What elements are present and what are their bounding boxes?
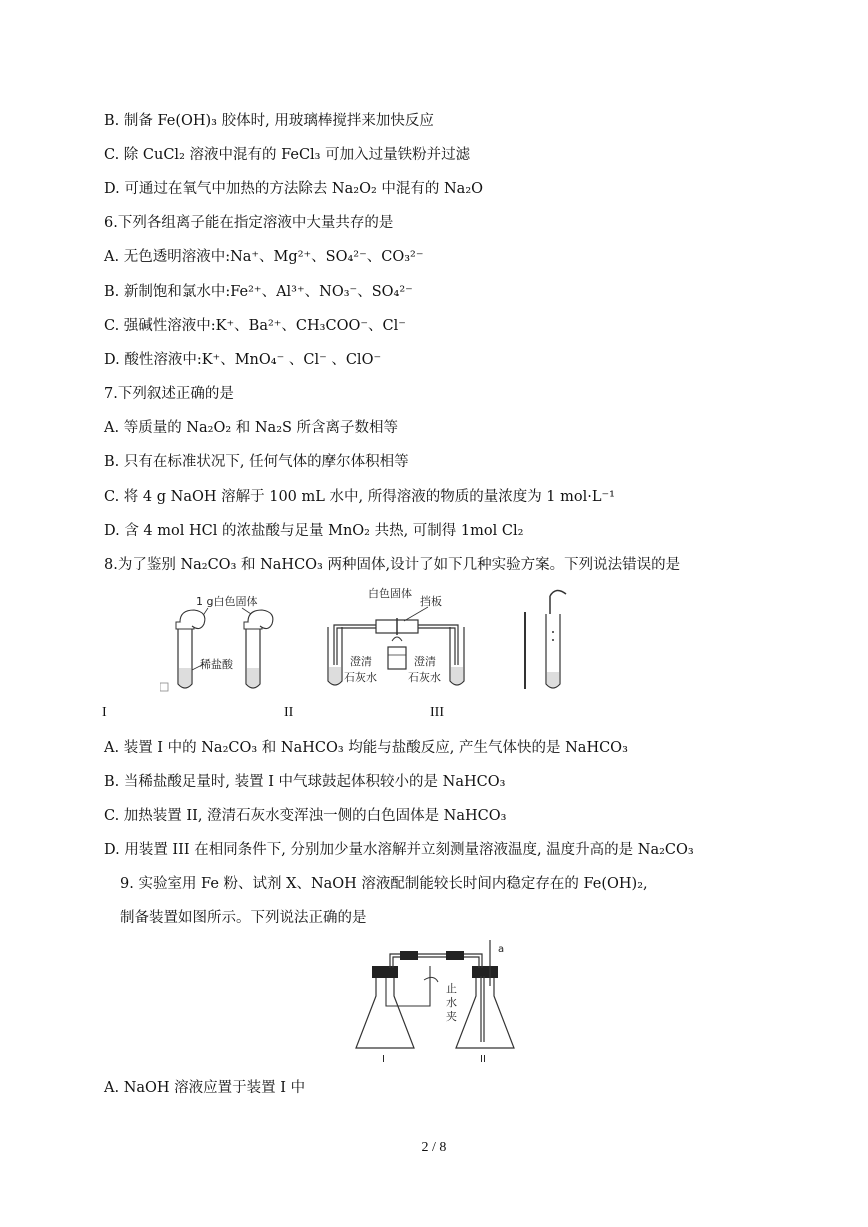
q8-option-a: A. 装置 I 中的 Na₂CO₃ 和 NaHCO₃ 均能与盐酸反应, 产生气体快的是 NaHCO₃ xyxy=(104,740,628,756)
flask-i xyxy=(356,976,414,1048)
q6-option-a: A. 无色透明溶液中:Na⁺、Mg²⁺、SO₄²⁻、CO₃²⁻ xyxy=(104,249,424,265)
apparatus-ii-caption: II xyxy=(284,705,294,720)
q9-option-a: A. NaOH 溶液应置于装置 I 中 xyxy=(104,1080,306,1096)
q6-option-c: C. 强碱性溶液中:K⁺、Ba²⁺、CH₃COO⁻、Cl⁻ xyxy=(104,318,406,334)
clamp-label-1: 止 xyxy=(446,982,457,995)
q7-option-a: A. 等质量的 Na₂O₂ 和 Na₂S 所含离子数相等 xyxy=(104,420,399,436)
q8-option-c: C. 加热装置 II, 澄清石灰水变浑浊一侧的白色固体是 NaHCO₃ xyxy=(104,808,507,824)
apparatus-i-solid-label: 1 g白色固体 xyxy=(196,595,258,608)
apparatus-ii-solid-label: 白色固体 xyxy=(368,587,412,600)
lime-right-label-2: 石灰水 xyxy=(408,671,441,684)
q6-option-d: D. 酸性溶液中:K⁺、MnO₄⁻ 、Cl⁻ 、ClO⁻ xyxy=(104,352,382,368)
apparatus-ii-figure xyxy=(322,585,472,700)
apparatus-i-caption: I xyxy=(102,705,107,720)
q8-stem: 8.为了鉴别 Na₂CO₃ 和 NaHCO₃ 两种固体,设计了如下几种实验方案。下列说法错误的是 xyxy=(104,557,681,573)
tube-a-label: a xyxy=(498,944,505,955)
flask-ii xyxy=(456,976,514,1048)
stopper-ii xyxy=(472,966,498,978)
q5-option-d: D. 可通过在氧气中加热的方法除去 Na₂O₂ 中混有的 Na₂O xyxy=(104,181,484,197)
apparatus-ii-board-label: 挡板 xyxy=(420,595,442,608)
apparatus-i-acid-label: 稀盐酸 xyxy=(200,658,233,671)
lime-left-label-1: 澄清 xyxy=(350,655,372,668)
q7-option-b: B. 只有在标准状况下, 任何气体的摩尔体积相等 xyxy=(104,454,409,470)
dropper xyxy=(550,590,566,614)
q9-apparatus-figure xyxy=(350,936,530,1066)
flask-ii-label: II xyxy=(480,1054,486,1065)
clamp-label-2: 水 xyxy=(446,996,457,1009)
page-number: 2 / 8 xyxy=(421,1140,447,1155)
clamp-label-3: 夹 xyxy=(446,1010,457,1023)
stopper-i xyxy=(372,966,398,978)
q7-stem: 7.下列叙述正确的是 xyxy=(104,386,234,402)
q5-option-b: B. 制备 Fe(OH)₃ 胶体时, 用玻璃棒搅拌来加快反应 xyxy=(104,113,434,129)
q9-stem-line-1: 9. 实验室用 Fe 粉、试剂 X、NaOH 溶液配制能较长时间内稳定存在的 Fe(OH)₂, xyxy=(120,876,648,892)
q9-stem-line-2: 制备装置如图所示。下列说法正确的是 xyxy=(120,910,367,926)
q5-option-c: C. 除 CuCl₂ 溶液中混有的 FeCl₃ 可加入过量铁粉并过滤 xyxy=(104,147,471,163)
lime-right-label-1: 澄清 xyxy=(414,655,436,668)
alcohol-lamp xyxy=(388,647,406,669)
q8-option-d: D. 用装置 III 在相同条件下, 分别加少量水溶解并立刻测量溶液温度, 温度升高的是 Na₂CO₃ xyxy=(104,842,694,858)
apparatus-iii-caption: III xyxy=(430,705,444,720)
q6-stem: 6.下列各组离子能在指定溶液中大量共存的是 xyxy=(104,215,394,231)
q8-option-b: B. 当稀盐酸足量时, 装置 I 中气球鼓起体积较小的是 NaHCO₃ xyxy=(104,774,506,790)
q6-option-b: B. 新制饱和氯水中:Fe²⁺、Al³⁺、NO₃⁻、SO₄²⁻ xyxy=(104,284,413,300)
apparatus-i-figure xyxy=(160,588,330,698)
lime-left-label-2: 石灰水 xyxy=(344,671,377,684)
apparatus-iii-figure xyxy=(510,584,580,696)
flask-i-label: I xyxy=(382,1054,385,1065)
q7-option-c: C. 将 4 g NaOH 溶解于 100 mL 水中, 所得溶液的物质的量浓度为 1 mol·L⁻¹ xyxy=(104,489,615,505)
q7-option-d: D. 含 4 mol HCl 的浓盐酸与足量 MnO₂ 共热, 可制得 1mol Cl₂ xyxy=(104,523,524,539)
